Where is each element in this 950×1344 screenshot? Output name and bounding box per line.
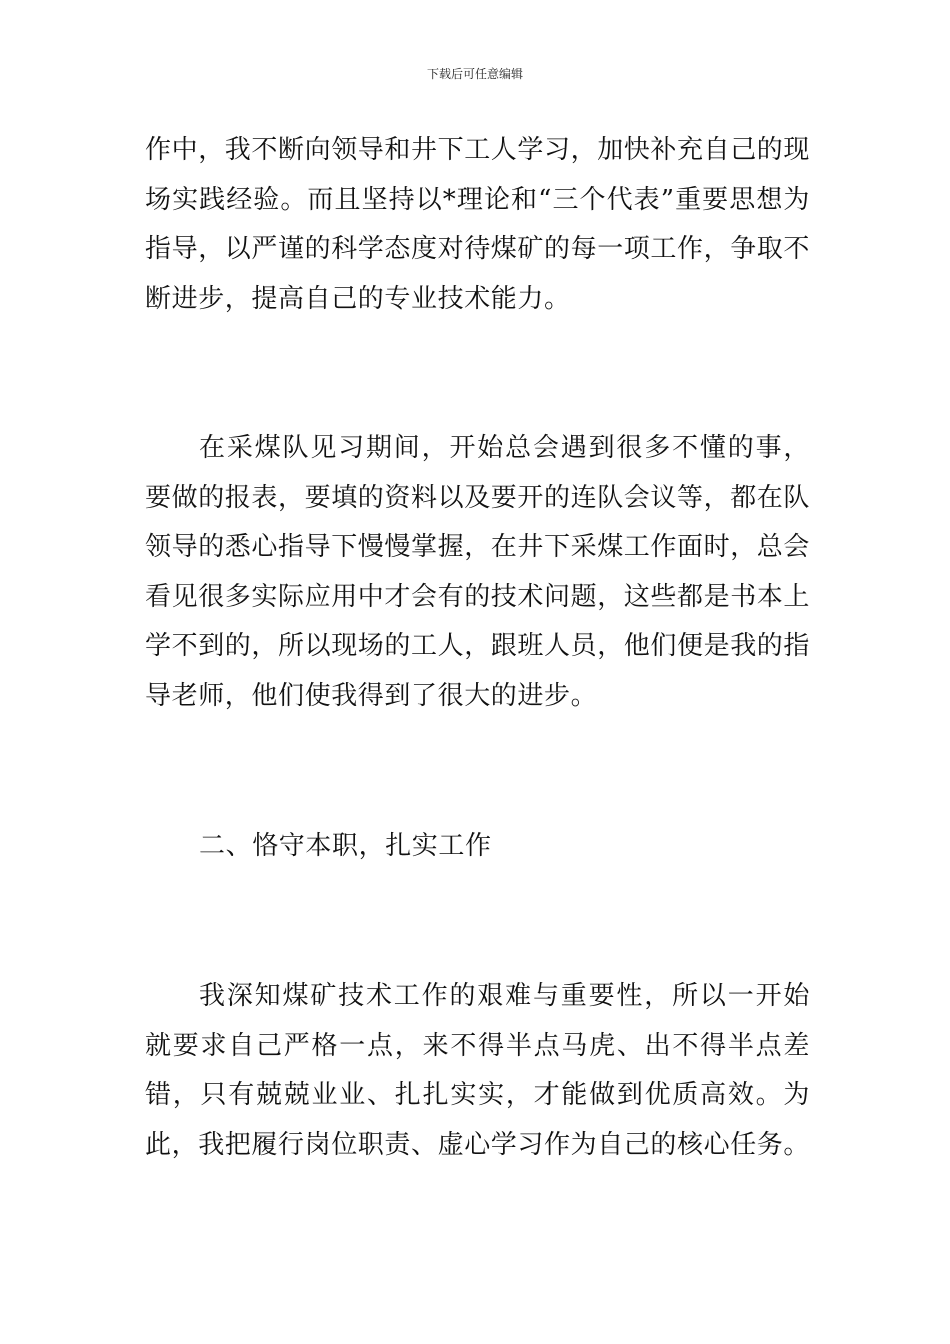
- body-paragraph: 在采煤队见习期间，开始总会遇到很多不懂的事，要做的报表，要填的资料以及要开的连队会议等，都在队领导的悉心指导下慢慢掌握，在井下采煤工作面时，总会看见很多实际应用中才会有的技术问题，这些都是书本上学不到的，所以现场的工人，跟班人员，他们便是我的指导老师，他们使我得到了很大的进步。: [145, 433, 811, 711]
- section-heading: 二、恪守本职，扎实工作: [199, 831, 492, 861]
- header-note: 下载后可任意编辑: [426, 67, 523, 81]
- body-paragraph: 作中，我不断向领导和井下工人学习，加快补充自己的现场实践经验。而且坚持以*理论和“三个代表”重要思想为指导，以严谨的科学态度对待煤矿的每一项工作，争取不断进步，提高自己的专业技术能力。: [145, 135, 811, 314]
- body-paragraph: 我深知煤矿技术工作的艰难与重要性，所以一开始就要求自己严格一点，来不得半点马虎、出不得半点差错，只有兢兢业业、扎扎实实，才能做到优质高效。为此，我把履行岗位职责、虚心学习作为自己的核心任务。: [145, 981, 811, 1160]
